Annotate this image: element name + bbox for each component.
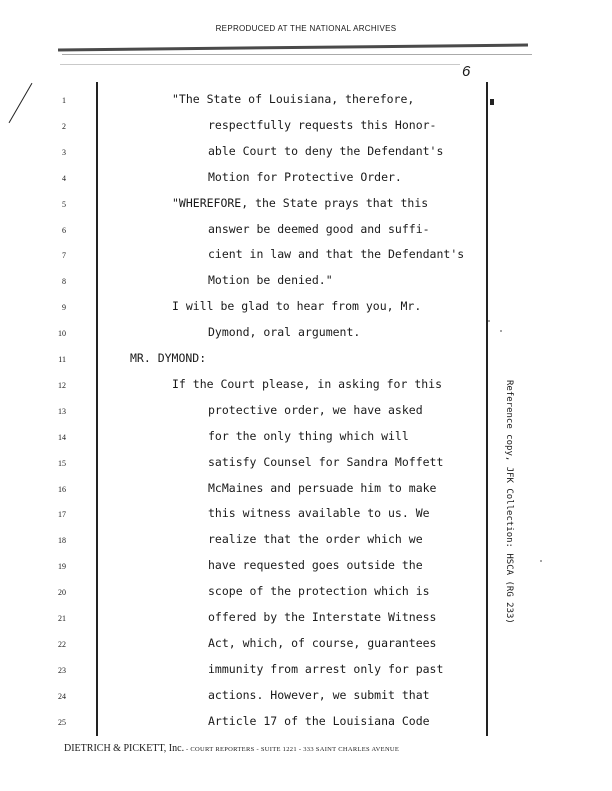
line-text: Dymond, oral argument. — [208, 325, 361, 340]
line-number: 15 — [58, 458, 66, 468]
line-number: 6 — [62, 225, 66, 235]
line-number: 7 — [62, 251, 66, 261]
line-text: respectfully requests this Honor- — [208, 117, 437, 132]
line-text: for the only thing which will — [208, 428, 409, 443]
line-number: 8 — [62, 277, 66, 287]
line-text: Article 17 of the Louisiana Code — [208, 713, 430, 728]
line-number: 13 — [58, 406, 66, 416]
line-text: Act, which, of course, guarantees — [208, 635, 437, 650]
line-text: MR. DYMOND: — [130, 351, 207, 365]
line-number: 16 — [58, 484, 66, 494]
line-number: 4 — [62, 173, 66, 183]
line-text: scope of the protection which is — [208, 584, 430, 599]
line-number: 22 — [58, 639, 66, 649]
line-text: "The State of Louisiana, therefore, — [172, 92, 415, 106]
scan-artifact-line — [58, 44, 528, 52]
line-text: actions. However, we submit that — [208, 687, 430, 702]
scan-artifact-line — [60, 64, 460, 65]
line-text: able Court to deny the Defendant's — [208, 143, 444, 158]
scan-speck — [488, 320, 490, 322]
line-text: "WHEREFORE, the State prays that this — [172, 195, 429, 210]
line-number: 25 — [58, 717, 66, 727]
footer-suite: SUITE 1221 — [260, 746, 297, 753]
line-number: 10 — [58, 329, 66, 339]
line-number: 14 — [58, 432, 66, 442]
line-text: have requested goes outside the — [208, 558, 423, 573]
line-number: 17 — [58, 510, 66, 520]
court-reporter-footer — [64, 743, 524, 754]
page-number: 6 — [462, 63, 471, 80]
line-number: 9 — [62, 303, 66, 313]
line-text: Motion for Protective Order. — [208, 169, 402, 184]
scan-artifact-mark — [9, 83, 33, 123]
line-text: protective order, we have asked — [208, 402, 423, 417]
line-number: 3 — [62, 147, 66, 157]
line-text: immunity from arrest only for past — [208, 661, 444, 676]
line-text: I will be glad to hear from you, Mr. — [172, 299, 422, 314]
line-text: realize that the order which we — [208, 532, 423, 547]
archive-header: REPRODUCED AT THE NATIONAL ARCHIVES — [215, 24, 397, 33]
line-text: Motion be denied." — [208, 273, 333, 288]
line-number: 20 — [58, 588, 66, 598]
footer-address: 333 SAINT CHARLES AVENUE — [303, 746, 400, 753]
footer-role: COURT REPORTERS — [190, 746, 255, 753]
footer-firm: DIETRICH & PICKETT, Inc. — [64, 743, 185, 754]
line-text: satisfy Counsel for Sandra Moffett — [208, 454, 444, 469]
line-number: 11 — [58, 355, 66, 364]
footer-separator: - — [296, 746, 304, 753]
line-number: 18 — [58, 536, 66, 546]
line-text: McMaines and persuade him to make — [208, 480, 437, 495]
line-number: 12 — [58, 380, 66, 390]
reference-copy-stamp: Reference copy, JFK Collection: HSCA (RG 233) — [504, 380, 514, 624]
line-text: this witness available to us. We — [208, 506, 430, 521]
footer-separator: - — [184, 746, 191, 753]
scan-speck — [540, 560, 542, 562]
line-number: 1 — [62, 96, 66, 105]
line-number: 19 — [58, 562, 66, 572]
line-number: 2 — [62, 121, 66, 131]
line-number: 21 — [58, 614, 66, 623]
line-text: If the Court please, in asking for this — [172, 376, 443, 391]
line-text: offered by the Interstate Witness — [208, 610, 437, 624]
margin-mark — [490, 99, 494, 105]
line-number: 23 — [58, 665, 66, 675]
scan-artifact-line — [62, 54, 532, 55]
footer-separator: - — [254, 746, 261, 753]
line-text: answer be deemed good and suffi- — [208, 221, 430, 236]
line-number: 5 — [62, 199, 66, 209]
scan-speck — [500, 330, 502, 332]
line-number: 24 — [58, 691, 66, 701]
line-text: cient in law and that the Defendant's — [208, 247, 465, 262]
